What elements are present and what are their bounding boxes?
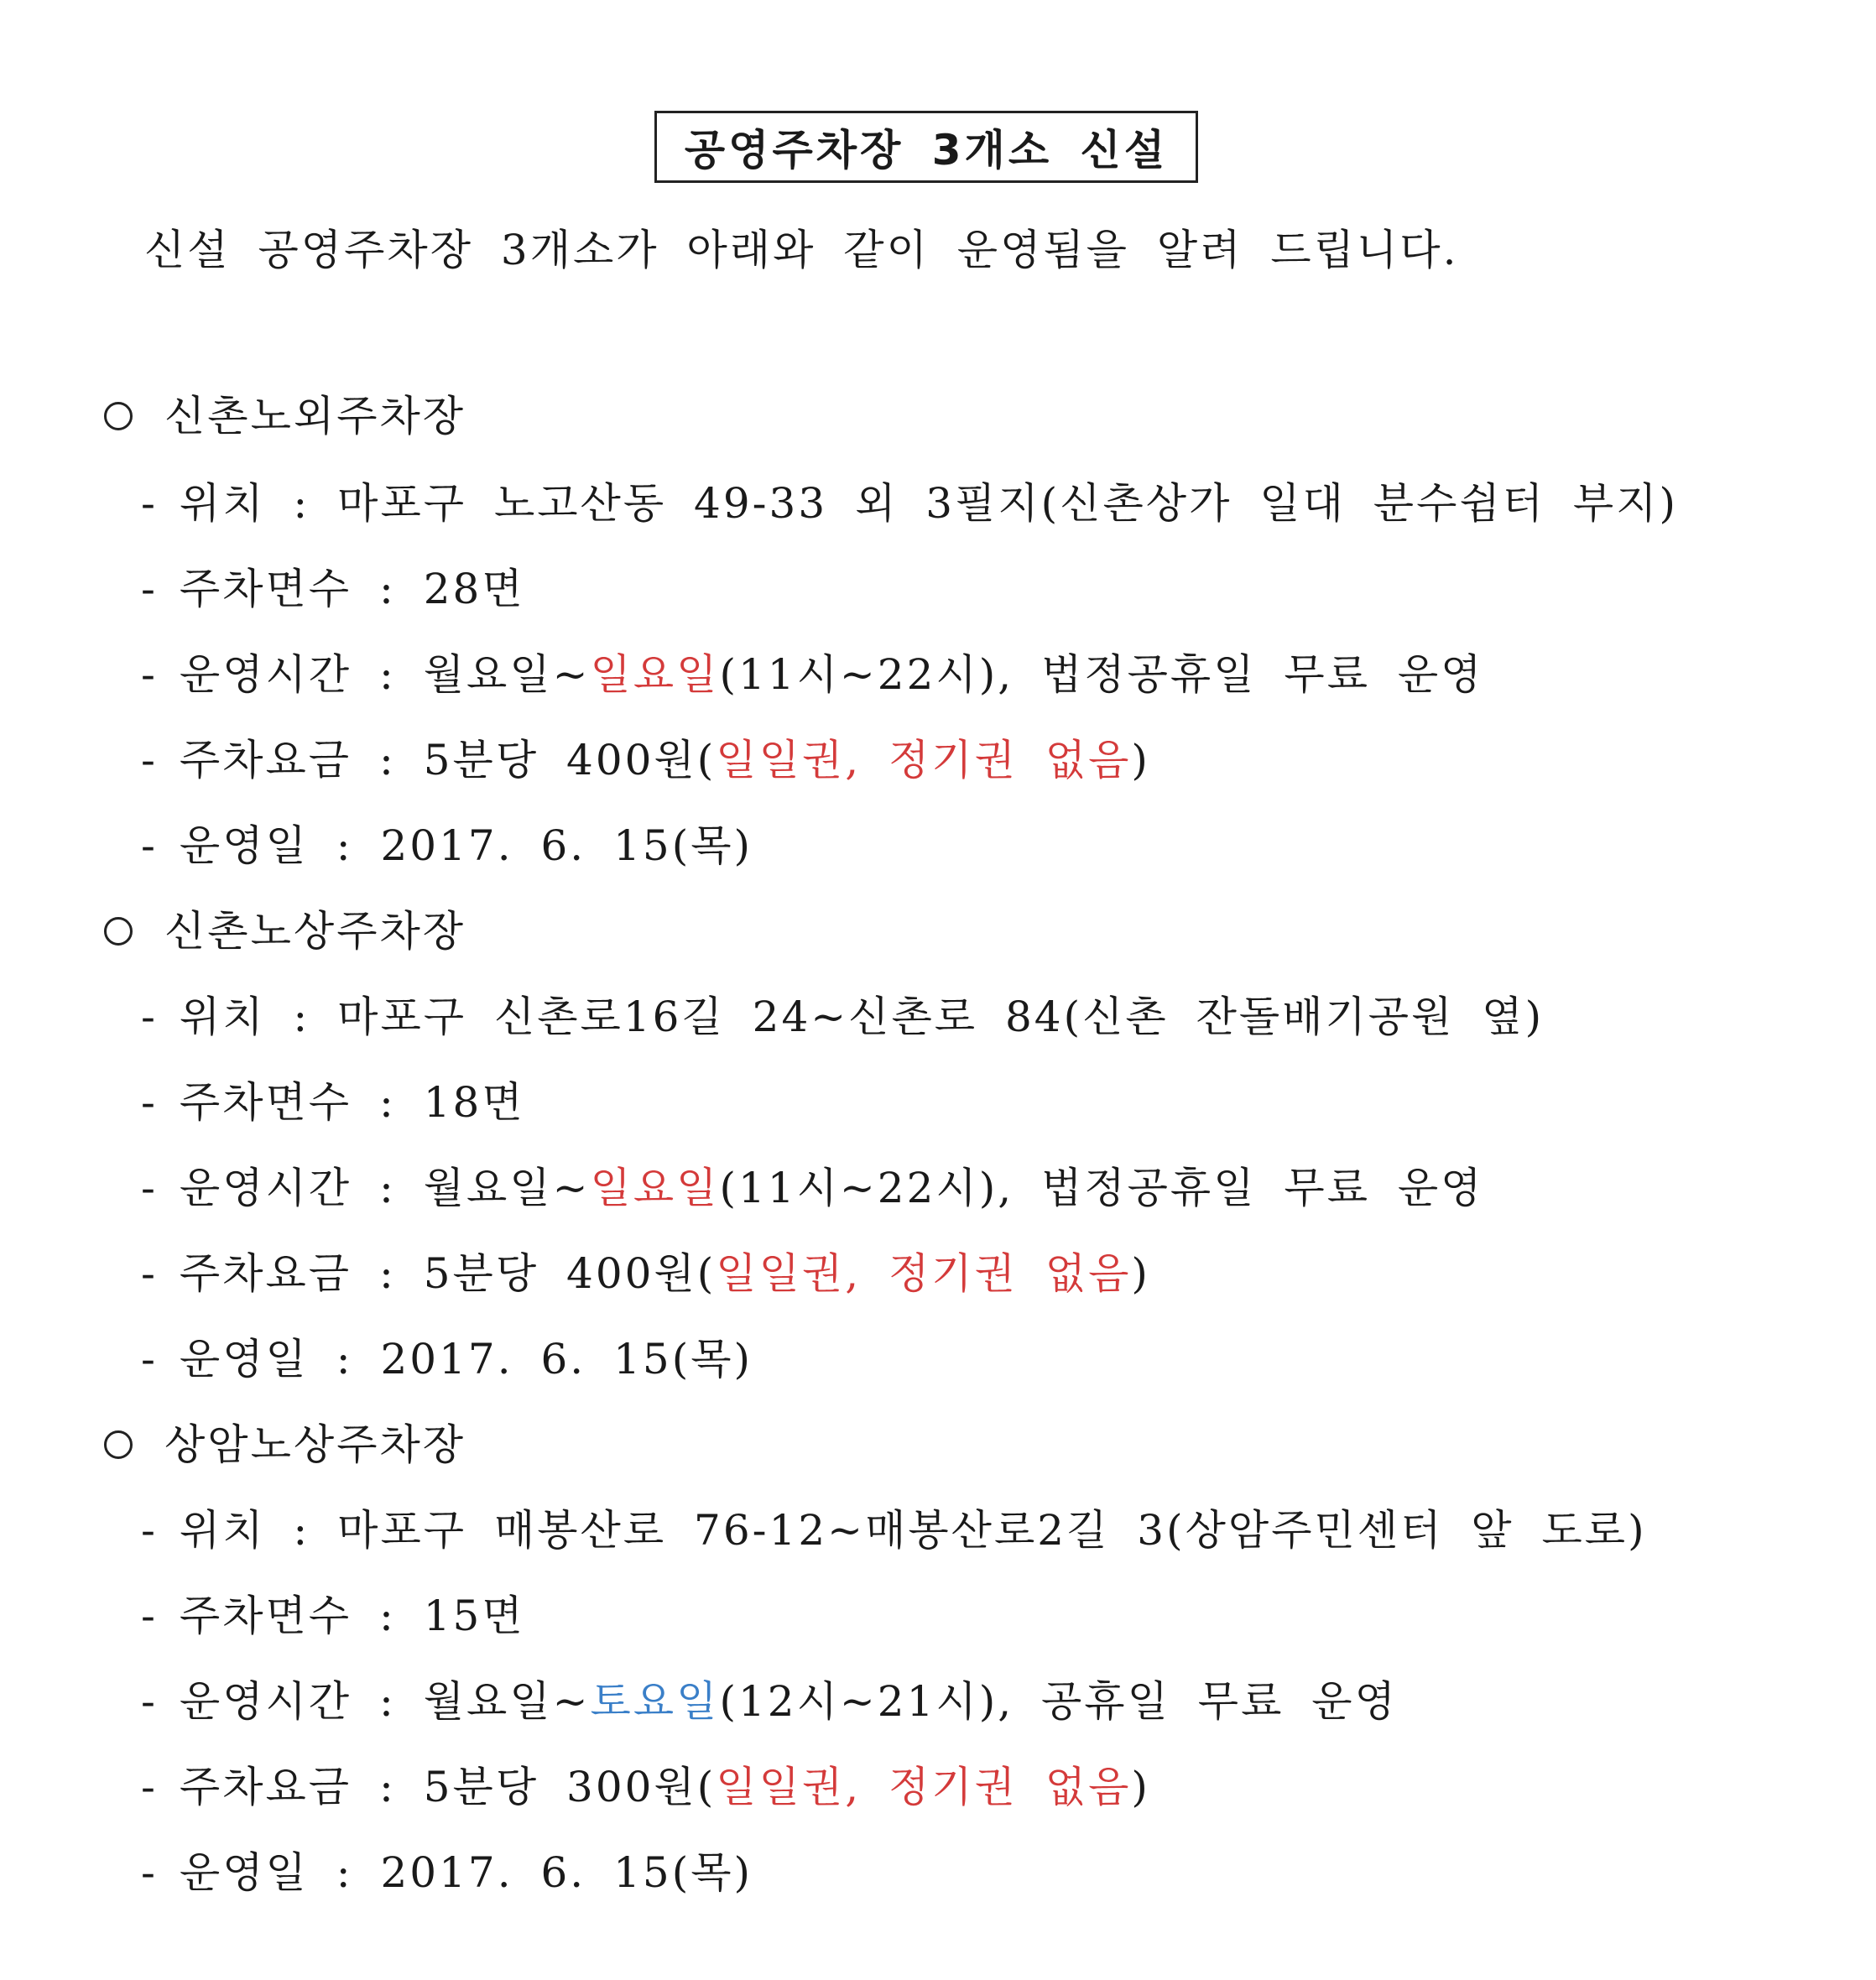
lot-name: 상암노상주차장	[164, 1420, 466, 1469]
field-value: 2017. 6. 15(목)	[380, 1335, 753, 1383]
lot-3-hours: - 운영시간 : 월요일~토요일(12시~21시), 공휴일 무료 운영	[141, 1677, 1398, 1726]
field-value: 5분당 400원(	[423, 1249, 717, 1298]
field-value: (11시~22시), 법정공휴일 무료 운영	[719, 650, 1484, 699]
field-value: 마포구 노고산동 49-33 외 3필지(신촌상가 일대 분수쉼터 부지)	[337, 479, 1678, 528]
lot-heading-3	[104, 1420, 466, 1470]
field-label: 주차요금	[179, 1763, 352, 1811]
highlight-note: 일일권, 정기권 없음	[716, 736, 1132, 784]
field-label: 위치	[179, 479, 266, 528]
field-label: 주차면수	[179, 565, 352, 613]
intro-text: 신설 공영주차장 3개소가 아래와 같이 운영됨을 알려 드립니다.	[144, 226, 1459, 274]
field-label: 운영시간	[179, 1677, 352, 1726]
field-label: 운영일	[179, 1335, 309, 1383]
field-value: 28면	[423, 565, 525, 613]
field-value: )	[1131, 1763, 1150, 1811]
field-value: )	[1131, 736, 1150, 784]
lot-3-location: - 위치 : 마포구 매봉산로 76-12~매봉산로2길 3(상암주민센터 앞 도로)	[141, 1506, 1647, 1555]
field-label: 주차요금	[179, 736, 352, 784]
field-label: 운영일	[179, 821, 309, 870]
highlight-note: 일일권, 정기권 없음	[716, 1249, 1132, 1298]
field-label: 운영일	[179, 1848, 309, 1897]
field-value: 마포구 매봉산로 76-12~매봉산로2길 3(상암주민센터 앞 도로)	[337, 1506, 1647, 1555]
title-box	[654, 111, 1198, 183]
lot-2-fee: - 주차요금 : 5분당 400원(일일권, 정기권 없음)	[141, 1249, 1150, 1298]
field-label: 주차면수	[179, 1592, 352, 1640]
circle-bullet-icon	[104, 1430, 133, 1459]
highlight-day: 일요일	[590, 1164, 720, 1212]
lot-name: 신촌노외주차장	[164, 392, 466, 440]
lot-1-spaces: - 주차면수 : 28면	[141, 565, 525, 613]
field-label: 운영시간	[179, 650, 352, 699]
highlight-day: 토요일	[590, 1677, 720, 1726]
field-value: 월요일~	[423, 1164, 591, 1212]
field-value: 18면	[423, 1078, 525, 1127]
lot-2-location: - 위치 : 마포구 신촌로16길 24~신촌로 84(신촌 잔돌배기공원 옆)	[141, 993, 1545, 1041]
document-title: 공영주차장 3개소 신설	[684, 126, 1169, 175]
circle-bullet-icon	[104, 402, 133, 430]
lot-heading-2	[104, 906, 466, 956]
lot-3-fee: - 주차요금 : 5분당 300원(일일권, 정기권 없음)	[141, 1763, 1150, 1811]
lot-1-hours: - 운영시간 : 월요일~일요일(11시~22시), 법정공휴일 무료 운영	[141, 650, 1484, 699]
field-value: 월요일~	[423, 1677, 591, 1726]
lot-1-date: - 운영일 : 2017. 6. 15(목)	[141, 821, 753, 870]
circle-bullet-icon	[104, 917, 133, 946]
field-value: 2017. 6. 15(목)	[380, 1848, 753, 1897]
lot-3-date: - 운영일 : 2017. 6. 15(목)	[141, 1848, 753, 1897]
field-label: 주차요금	[179, 1249, 352, 1298]
lot-2-hours: - 운영시간 : 월요일~일요일(11시~22시), 법정공휴일 무료 운영	[141, 1164, 1484, 1212]
lot-1-location: - 위치 : 마포구 노고산동 49-33 외 3필지(신촌상가 일대 분수쉼터 부지)	[141, 479, 1678, 528]
highlight-note: 일일권, 정기권 없음	[716, 1763, 1132, 1811]
field-value: 월요일~	[423, 650, 591, 699]
field-value: 마포구 신촌로16길 24~신촌로 84(신촌 잔돌배기공원 옆)	[337, 993, 1545, 1041]
field-label: 위치	[179, 993, 266, 1041]
lot-3-spaces: - 주차면수 : 15면	[141, 1592, 525, 1640]
field-label: 운영시간	[179, 1164, 352, 1212]
field-label: 위치	[179, 1506, 266, 1555]
field-value: 5분당 300원(	[423, 1763, 717, 1811]
lot-2-date: - 운영일 : 2017. 6. 15(목)	[141, 1335, 753, 1383]
highlight-day: 일요일	[590, 650, 720, 699]
lot-heading-1	[104, 391, 466, 441]
field-value: (12시~21시), 공휴일 무료 운영	[719, 1677, 1398, 1726]
lot-2-spaces: - 주차면수 : 18면	[141, 1078, 525, 1127]
field-value: 15면	[423, 1592, 525, 1640]
field-value: 2017. 6. 15(목)	[380, 821, 753, 870]
lot-1-fee: - 주차요금 : 5분당 400원(일일권, 정기권 없음)	[141, 736, 1150, 784]
field-value: )	[1131, 1249, 1150, 1298]
lot-name: 신촌노상주차장	[164, 907, 466, 956]
field-value: 5분당 400원(	[423, 736, 717, 784]
field-label: 주차면수	[179, 1078, 352, 1127]
field-value: (11시~22시), 법정공휴일 무료 운영	[719, 1164, 1484, 1212]
